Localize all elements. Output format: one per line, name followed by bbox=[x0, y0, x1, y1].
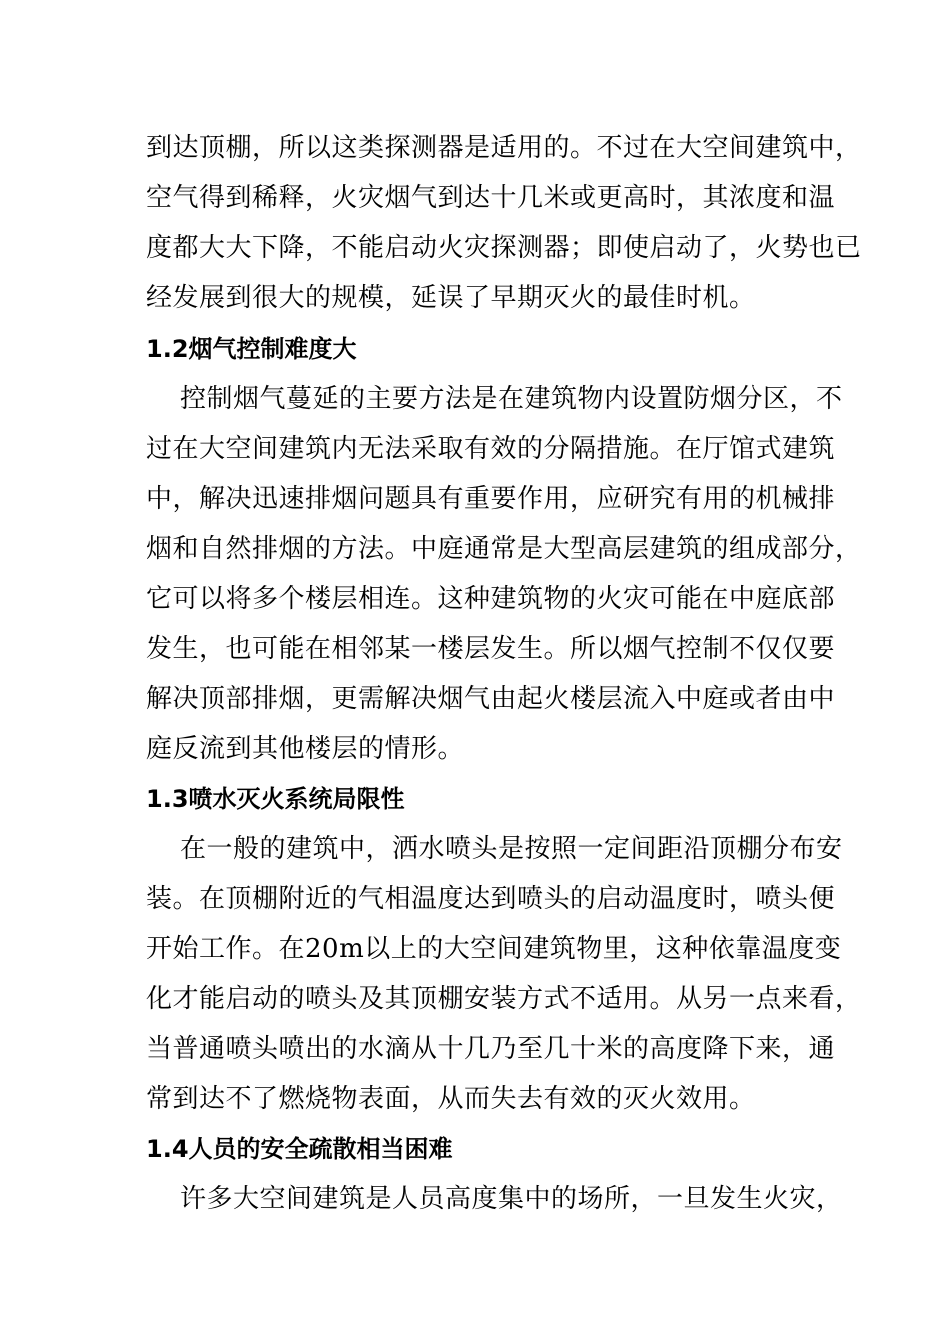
section-heading-1-3: 1.3喷水灭火系统局限性 bbox=[146, 785, 405, 813]
paragraph-line: 中，解决迅速排烟问题具有重要作用，应研究有用的机械排 bbox=[146, 484, 836, 514]
section-heading-1-2: 1.2烟气控制难度大 bbox=[146, 335, 357, 363]
paragraph-line: 经发展到很大的规模，延误了早期灭火的最佳时机。 bbox=[146, 283, 756, 313]
paragraph-line: 装。在顶棚附近的气相温度达到喷头的启动温度时，喷头便 bbox=[146, 884, 836, 914]
paragraph-line: 控制烟气蔓延的主要方法是在建筑物内设置防烟分区，不 bbox=[180, 384, 843, 414]
paragraph-line: 在一般的建筑中，洒水喷头是按照一定间距沿顶棚分布安 bbox=[180, 834, 843, 864]
paragraph-line: 开始工作。在20m以上的大空间建筑物里，这种依靠温度变 bbox=[146, 934, 842, 964]
paragraph-line: 烟和自然排烟的方法。中庭通常是大型高层建筑的组成部分， bbox=[146, 534, 862, 564]
paragraph-line: 过在大空间建筑内无法采取有效的分隔措施。在厅馆式建筑 bbox=[146, 434, 836, 464]
paragraph-line: 发生，也可能在相邻某一楼层发生。所以烟气控制不仅仅要 bbox=[146, 634, 836, 664]
paragraph-line: 到达顶棚，所以这类探测器是适用的。不过在大空间建筑中， bbox=[146, 133, 862, 163]
paragraph-line: 度都大大下降，不能启动火灾探测器；即使启动了，火势也已 bbox=[146, 233, 862, 263]
paragraph-line: 常到达不了燃烧物表面，从而失去有效的灭火效用。 bbox=[146, 1084, 756, 1114]
paragraph-line: 解决顶部排烟，更需解决烟气由起火楼层流入中庭或者由中 bbox=[146, 684, 836, 714]
section-heading-1-4: 1.4人员的安全疏散相当困难 bbox=[146, 1135, 453, 1163]
paragraph-line: 庭反流到其他楼层的情形。 bbox=[146, 734, 465, 764]
paragraph-line: 它可以将多个楼层相连。这种建筑物的火灾可能在中庭底部 bbox=[146, 584, 836, 614]
paragraph-line: 许多大空间建筑是人员高度集中的场所，一旦发生火灾， bbox=[180, 1184, 843, 1214]
paragraph-line: 化才能启动的喷头及其顶棚安装方式不适用。从另一点来看， bbox=[146, 984, 862, 1014]
paragraph-line: 空气得到稀释，火灾烟气到达十几米或更高时，其浓度和温 bbox=[146, 183, 836, 213]
paragraph-line: 当普通喷头喷出的水滴从十几乃至几十米的高度降下来，通 bbox=[146, 1034, 836, 1064]
